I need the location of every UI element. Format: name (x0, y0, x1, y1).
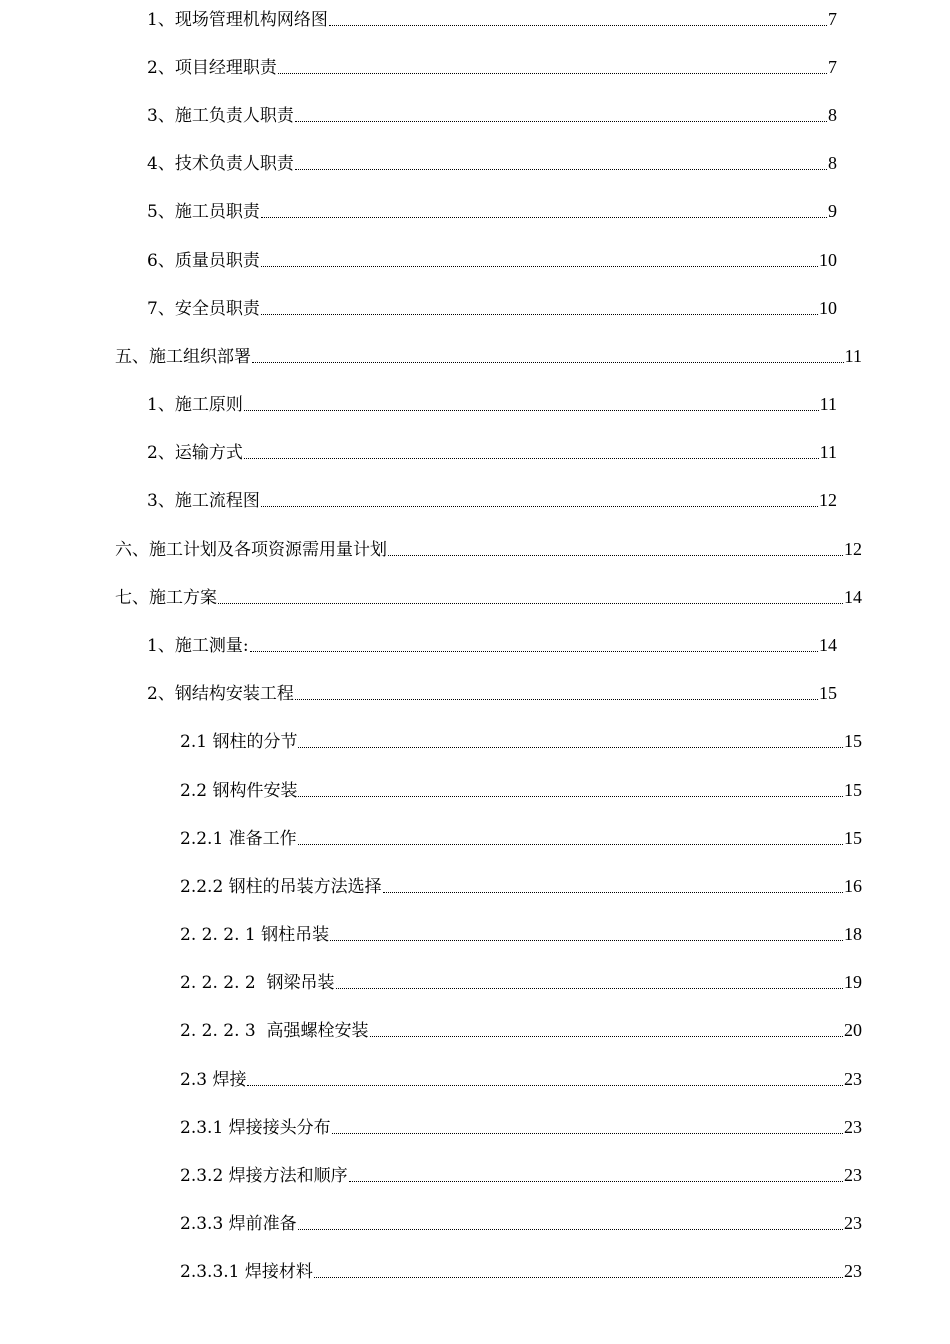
toc-entry-title: 2、运输方式 (147, 443, 243, 463)
dot-leader (261, 506, 818, 507)
toc-entry-page-number: 12 (844, 539, 862, 559)
dot-leader (349, 1181, 843, 1182)
toc-entry[interactable] (115, 343, 862, 369)
toc-entry-title: 2、钢结构安装工程 (147, 684, 294, 704)
dot-leader (332, 1133, 843, 1134)
toc-entry[interactable] (115, 536, 862, 562)
dot-leader (314, 1277, 843, 1278)
toc-entry[interactable] (147, 632, 837, 658)
toc-entry-title: 2.2.2 钢柱的吊装方法选择 (180, 877, 382, 897)
toc-entry[interactable] (180, 1066, 862, 1092)
toc-entry-title: 3、施工负责人职责 (147, 106, 294, 126)
dot-leader (252, 362, 844, 363)
toc-entry-page-number: 11 (819, 442, 837, 462)
toc-entry[interactable] (180, 1210, 862, 1236)
dot-leader (298, 844, 843, 845)
toc-entry-page-number: 19 (844, 972, 862, 992)
dot-leader (298, 796, 843, 797)
toc-entry[interactable] (147, 680, 837, 706)
toc-entry-page-number: 11 (844, 346, 862, 366)
toc-entry-page-number: 9 (828, 201, 837, 221)
dot-leader (261, 266, 818, 267)
dot-leader (336, 988, 844, 989)
toc-entry-title: 1、施工原则 (147, 395, 243, 415)
toc-entry[interactable] (115, 584, 862, 610)
toc-entry-page-number: 15 (844, 731, 862, 751)
toc-entry-page-number: 8 (828, 105, 837, 125)
toc-entry-page-number: 23 (844, 1165, 862, 1185)
toc-entry[interactable] (147, 439, 837, 465)
toc-entry-title: 2.3.3.1 焊接材料 (180, 1262, 313, 1282)
toc-entry[interactable] (180, 777, 862, 803)
toc-entry-title: 1、施工测量: (147, 636, 249, 656)
toc-entry[interactable] (147, 487, 837, 513)
toc-entry-title: 7、安全员职责 (147, 299, 260, 319)
toc-entry-title: 2.3.2 焊接方法和顺序 (180, 1166, 348, 1186)
toc-entry-page-number: 20 (844, 1020, 862, 1040)
toc-entry-page-number: 10 (819, 298, 837, 318)
toc-entry[interactable] (147, 247, 837, 273)
dot-leader (383, 892, 843, 893)
dot-leader (278, 73, 827, 74)
toc-entry[interactable] (147, 102, 837, 128)
toc-entry-title: 五、施工组织部署 (115, 347, 251, 367)
dot-leader (295, 169, 827, 170)
dot-leader (261, 217, 827, 218)
dot-leader (295, 699, 818, 700)
toc-entry-page-number: 15 (844, 828, 862, 848)
toc-entry-page-number: 7 (828, 57, 837, 77)
toc-entry[interactable] (147, 54, 837, 80)
toc-entry-page-number: 23 (844, 1117, 862, 1137)
toc-entry[interactable] (180, 1162, 862, 1188)
toc-entry-title: 七、施工方案 (115, 588, 217, 608)
toc-entry-title: 2.2 钢构件安装 (180, 781, 298, 801)
toc-entry-page-number: 10 (819, 250, 837, 270)
toc-entry-title: 2. 2. 2. 2 钢梁吊装 (180, 973, 335, 993)
toc-entry-page-number: 15 (819, 683, 837, 703)
toc-entry-title: 2. 2. 2. 1 钢柱吊装 (180, 925, 330, 945)
toc-entry-title: 2.3 焊接 (180, 1070, 247, 1090)
toc-entry-title: 2. 2. 2. 3 高强螺栓安装 (180, 1021, 369, 1041)
dot-leader (388, 555, 843, 556)
toc-entry[interactable] (147, 6, 837, 32)
toc-entry[interactable] (180, 1258, 862, 1284)
dot-leader (329, 25, 827, 26)
toc-entry-page-number: 12 (819, 490, 837, 510)
toc-entry-title: 5、施工员职责 (147, 202, 260, 222)
toc-entry[interactable] (180, 969, 862, 995)
toc-entry[interactable] (180, 873, 862, 899)
toc-entry[interactable] (180, 1017, 862, 1043)
toc-entry[interactable] (147, 198, 837, 224)
toc-entry[interactable] (180, 1114, 862, 1140)
toc-entry[interactable] (147, 391, 837, 417)
dot-leader (295, 121, 827, 122)
toc-entry[interactable] (180, 728, 862, 754)
toc-entry[interactable] (180, 921, 862, 947)
toc-entry-page-number: 23 (844, 1069, 862, 1089)
toc-entry-title: 2.1 钢柱的分节 (180, 732, 298, 752)
dot-leader (247, 1085, 843, 1086)
toc-entry-title: 六、施工计划及各项资源需用量计划 (115, 540, 387, 560)
dot-leader (330, 940, 843, 941)
toc-entry-title: 1、现场管理机构网络图 (147, 10, 328, 30)
toc-entry-page-number: 23 (844, 1261, 862, 1281)
dot-leader (250, 651, 818, 652)
dot-leader (370, 1036, 844, 1037)
dot-leader (244, 410, 819, 411)
toc-entry-title: 2.3.3 焊前准备 (180, 1214, 297, 1234)
dot-leader (244, 458, 819, 459)
toc-entry-title: 4、技术负责人职责 (147, 154, 294, 174)
toc-entry-page-number: 14 (844, 587, 862, 607)
toc-entry-page-number: 11 (819, 394, 837, 414)
toc-entry-page-number: 8 (828, 153, 837, 173)
toc-entry-title: 2.2.1 准备工作 (180, 829, 297, 849)
toc-entry-page-number: 7 (828, 9, 837, 29)
toc-entry-title: 2.3.1 焊接接头分布 (180, 1118, 331, 1138)
dot-leader (298, 1229, 843, 1230)
toc-entry-title: 6、质量员职责 (147, 251, 260, 271)
toc-entry-page-number: 16 (844, 876, 862, 896)
toc-entry-title: 2、项目经理职责 (147, 58, 277, 78)
dot-leader (218, 603, 843, 604)
toc-entry-page-number: 18 (844, 924, 862, 944)
toc-entry[interactable] (147, 295, 837, 321)
dot-leader (261, 314, 818, 315)
toc-entry[interactable] (180, 825, 862, 851)
dot-leader (298, 747, 843, 748)
toc-entry-page-number: 14 (819, 635, 837, 655)
toc-entry-page-number: 15 (844, 780, 862, 800)
toc-entry[interactable] (147, 150, 837, 176)
toc-entry-page-number: 23 (844, 1213, 862, 1233)
toc-entry-title: 3、施工流程图 (147, 491, 260, 511)
